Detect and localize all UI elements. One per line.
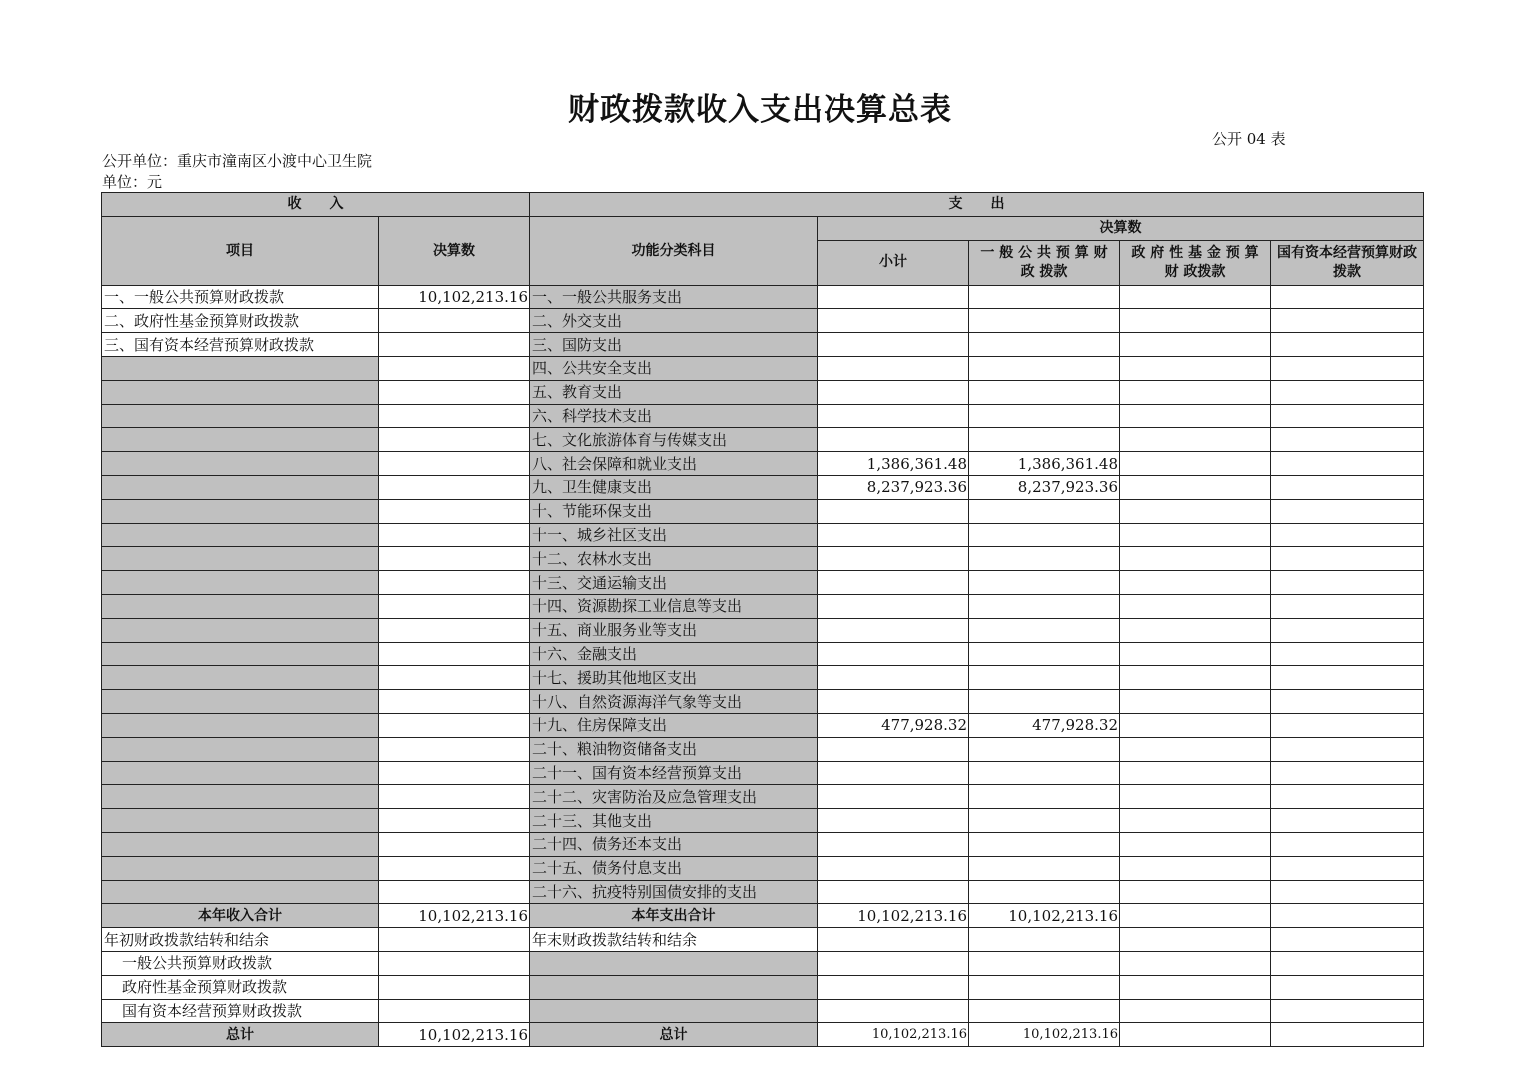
general-budget-cell — [969, 737, 1120, 761]
income-amount-cell — [379, 404, 530, 428]
expense-item-cell: 十、节能环保支出 — [530, 499, 818, 523]
year-expense-fund — [1120, 904, 1271, 928]
income-item-cell — [102, 785, 379, 809]
currency-label: 单位：元 — [102, 173, 163, 191]
expense-item-cell: 十七、援助其他地区支出 — [530, 666, 818, 690]
table-row — [102, 713, 1424, 737]
expense-item-cell: 一、一般公共服务支出 — [530, 285, 818, 309]
income-item-cell — [102, 642, 379, 666]
general-budget-cell: 477,928.32 — [969, 713, 1120, 737]
income-amount-cell — [379, 333, 530, 357]
income-item-cell — [102, 523, 379, 547]
year-expense-subtotal: 10,102,213.16 — [818, 904, 969, 928]
subtotal-cell — [818, 809, 969, 833]
carryover-sub3-amount — [379, 999, 530, 1023]
table-row — [102, 356, 1424, 380]
expense-item-cell: 二十六、抗疫特别国债安排的支出 — [530, 880, 818, 904]
income-header: 收 入 — [102, 193, 530, 217]
state-capital-cell — [1271, 571, 1424, 595]
year-expense-general: 10,102,213.16 — [969, 904, 1120, 928]
expense-item-cell: 十四、资源勘探工业信息等支出 — [530, 594, 818, 618]
gov-fund-cell — [1120, 809, 1271, 833]
gov-fund-cell — [1120, 737, 1271, 761]
income-amount-cell — [379, 380, 530, 404]
state-capital-header: 国有资本经营预算财政拨款 — [1271, 240, 1424, 285]
subtotal-cell — [818, 356, 969, 380]
page-title: 财政拨款收入支出决算总表 — [568, 92, 952, 128]
general-budget-cell — [969, 690, 1120, 714]
subtotal-cell: 1,386,361.48 — [818, 452, 969, 476]
gov-fund-cell — [1120, 452, 1271, 476]
income-item-cell — [102, 737, 379, 761]
table-row — [102, 690, 1424, 714]
expense-header: 支 出 — [530, 193, 1424, 217]
gov-fund-cell — [1120, 285, 1271, 309]
grand-expense-capital — [1271, 1023, 1424, 1047]
table-row — [102, 428, 1424, 452]
general-budget-cell — [969, 309, 1120, 333]
state-capital-cell — [1271, 832, 1424, 856]
state-capital-cell — [1271, 285, 1424, 309]
subtotal-cell — [818, 571, 969, 595]
carryover-sub1-expense — [530, 951, 818, 975]
expense-item-cell: 十三、交通运输支出 — [530, 571, 818, 595]
income-amount-cell — [379, 428, 530, 452]
expense-item-cell: 十六、金融支出 — [530, 642, 818, 666]
subtotal-cell — [818, 594, 969, 618]
gov-fund-cell — [1120, 594, 1271, 618]
state-capital-cell — [1271, 666, 1424, 690]
income-amount-cell — [379, 761, 530, 785]
general-budget-cell — [969, 571, 1120, 595]
expense-item-cell: 十五、商业服务业等支出 — [530, 618, 818, 642]
gov-fund-cell — [1120, 309, 1271, 333]
general-budget-cell — [969, 666, 1120, 690]
gov-fund-cell — [1120, 571, 1271, 595]
gov-fund-cell — [1120, 618, 1271, 642]
income-amount-cell — [379, 880, 530, 904]
subtotal-cell: 477,928.32 — [818, 713, 969, 737]
grand-total-row — [102, 1023, 1424, 1047]
carryover-income-label: 年初财政拨款结转和结余 — [102, 928, 379, 952]
gov-fund-cell — [1120, 428, 1271, 452]
year-income-total-label: 本年收入合计 — [102, 904, 379, 928]
income-item-cell: 一、一般公共预算财政拨款 — [102, 285, 379, 309]
income-item-cell — [102, 761, 379, 785]
gov-fund-cell — [1120, 499, 1271, 523]
income-amount-cell — [379, 642, 530, 666]
gov-fund-cell — [1120, 333, 1271, 357]
expense-item-cell: 二十三、其他支出 — [530, 809, 818, 833]
unit-label: 公开单位：重庆市潼南区小渡中心卫生院 — [102, 152, 373, 170]
grand-income-label: 总计 — [102, 1023, 379, 1047]
expense-item-cell: 十二、农林水支出 — [530, 547, 818, 571]
income-amount-cell — [379, 690, 530, 714]
expense-item-cell: 三、国防支出 — [530, 333, 818, 357]
item-header: 项目 — [102, 216, 379, 285]
expense-item-cell: 十八、自然资源海洋气象等支出 — [530, 690, 818, 714]
subtotal-cell — [818, 499, 969, 523]
expense-item-cell: 二、外交支出 — [530, 309, 818, 333]
state-capital-cell — [1271, 690, 1424, 714]
income-item-cell — [102, 880, 379, 904]
income-amount-cell — [379, 856, 530, 880]
income-item-cell — [102, 499, 379, 523]
carryover-sub1-subtotal — [818, 951, 969, 975]
expense-item-cell: 二十五、债务付息支出 — [530, 856, 818, 880]
income-item-cell — [102, 452, 379, 476]
income-item-cell: 三、国有资本经营预算财政拨款 — [102, 333, 379, 357]
income-amount-cell — [379, 523, 530, 547]
state-capital-cell — [1271, 380, 1424, 404]
income-item-cell — [102, 809, 379, 833]
carryover-sub2-subtotal — [818, 975, 969, 999]
general-budget-header: 一 般 公 共 预 算 财 政 拨款 — [969, 240, 1120, 285]
state-capital-cell — [1271, 594, 1424, 618]
general-budget-cell — [969, 618, 1120, 642]
gov-fund-cell — [1120, 475, 1271, 499]
header-row-1 — [102, 193, 1424, 217]
carryover-fund — [1120, 928, 1271, 952]
gov-fund-cell — [1120, 404, 1271, 428]
income-item-cell — [102, 428, 379, 452]
table-row — [102, 880, 1424, 904]
income-amount-cell — [379, 809, 530, 833]
carryover-sub3-capital — [1271, 999, 1424, 1023]
state-capital-cell — [1271, 618, 1424, 642]
function-class-header: 功能分类科目 — [530, 216, 818, 285]
state-capital-cell — [1271, 880, 1424, 904]
income-item-cell — [102, 594, 379, 618]
carryover-sub1-label: 一般公共预算财政拨款 — [102, 951, 379, 975]
table-row — [102, 666, 1424, 690]
carryover-sub1-fund — [1120, 951, 1271, 975]
subtotal-cell — [818, 404, 969, 428]
expense-item-cell: 五、教育支出 — [530, 380, 818, 404]
general-budget-cell — [969, 856, 1120, 880]
income-amount-cell: 10,102,213.16 — [379, 285, 530, 309]
table-row — [102, 380, 1424, 404]
state-capital-cell — [1271, 428, 1424, 452]
grand-expense-fund — [1120, 1023, 1271, 1047]
table-row — [102, 785, 1424, 809]
state-capital-cell — [1271, 475, 1424, 499]
year-expense-capital — [1271, 904, 1424, 928]
state-capital-cell — [1271, 785, 1424, 809]
table-row — [102, 571, 1424, 595]
general-budget-cell — [969, 428, 1120, 452]
general-budget-cell — [969, 594, 1120, 618]
carryover-capital — [1271, 928, 1424, 952]
gov-fund-cell — [1120, 690, 1271, 714]
state-capital-cell — [1271, 642, 1424, 666]
table-row — [102, 832, 1424, 856]
carryover-general — [969, 928, 1120, 952]
state-capital-cell — [1271, 404, 1424, 428]
carryover-sub3-fund — [1120, 999, 1271, 1023]
grand-expense-general: 10,102,213.16 — [969, 1023, 1120, 1047]
carryover-sub-row — [102, 999, 1424, 1023]
table-row — [102, 547, 1424, 571]
carryover-sub-row — [102, 951, 1424, 975]
gov-fund-cell — [1120, 713, 1271, 737]
general-budget-cell — [969, 809, 1120, 833]
income-amount-cell — [379, 499, 530, 523]
general-budget-cell — [969, 547, 1120, 571]
income-item-cell — [102, 666, 379, 690]
state-capital-cell — [1271, 309, 1424, 333]
general-budget-cell — [969, 880, 1120, 904]
income-item-cell — [102, 571, 379, 595]
table-row — [102, 523, 1424, 547]
subtotal-cell — [818, 642, 969, 666]
income-item-cell: 二、政府性基金预算财政拨款 — [102, 309, 379, 333]
income-item-cell — [102, 547, 379, 571]
state-capital-cell — [1271, 547, 1424, 571]
carryover-sub1-amount — [379, 951, 530, 975]
table-row — [102, 404, 1424, 428]
carryover-sub2-expense — [530, 975, 818, 999]
amount-header: 决算数 — [379, 216, 530, 285]
subtotal-cell — [818, 333, 969, 357]
gov-fund-cell — [1120, 356, 1271, 380]
income-item-cell — [102, 380, 379, 404]
state-capital-cell — [1271, 333, 1424, 357]
expense-item-cell: 二十、粮油物资储备支出 — [530, 737, 818, 761]
carryover-sub2-general — [969, 975, 1120, 999]
carryover-sub3-subtotal — [818, 999, 969, 1023]
general-budget-cell: 1,386,361.48 — [969, 452, 1120, 476]
gov-fund-cell — [1120, 642, 1271, 666]
carryover-sub2-fund — [1120, 975, 1271, 999]
gov-fund-cell — [1120, 761, 1271, 785]
general-budget-cell — [969, 642, 1120, 666]
subtotal-cell — [818, 761, 969, 785]
income-amount-cell — [379, 666, 530, 690]
general-budget-cell — [969, 761, 1120, 785]
subtotal-header: 小计 — [818, 240, 969, 285]
general-budget-cell — [969, 832, 1120, 856]
subtotal-cell — [818, 523, 969, 547]
grand-expense-label: 总计 — [530, 1023, 818, 1047]
state-capital-cell — [1271, 499, 1424, 523]
general-budget-cell — [969, 285, 1120, 309]
year-expense-total-label: 本年支出合计 — [530, 904, 818, 928]
income-amount-cell — [379, 547, 530, 571]
carryover-row — [102, 928, 1424, 952]
expense-item-cell: 二十四、债务还本支出 — [530, 832, 818, 856]
income-amount-cell — [379, 594, 530, 618]
carryover-sub2-label: 政府性基金预算财政拨款 — [102, 975, 379, 999]
gov-fund-cell — [1120, 785, 1271, 809]
general-budget-cell — [969, 785, 1120, 809]
subtotal-cell — [818, 832, 969, 856]
grand-expense-subtotal: 10,102,213.16 — [818, 1023, 969, 1047]
carryover-sub2-capital — [1271, 975, 1424, 999]
table-row — [102, 452, 1424, 476]
gov-fund-cell — [1120, 380, 1271, 404]
expense-item-cell: 四、公共安全支出 — [530, 356, 818, 380]
income-item-cell — [102, 618, 379, 642]
gov-fund-cell — [1120, 832, 1271, 856]
carryover-income-amount — [379, 928, 530, 952]
subtotal-cell: 8,237,923.36 — [818, 475, 969, 499]
income-amount-cell — [379, 571, 530, 595]
income-amount-cell — [379, 713, 530, 737]
income-item-cell — [102, 856, 379, 880]
subtotal-cell — [818, 737, 969, 761]
carryover-sub-row — [102, 975, 1424, 999]
table-row — [102, 856, 1424, 880]
subtotal-cell — [818, 285, 969, 309]
income-amount-cell — [379, 309, 530, 333]
table-row — [102, 333, 1424, 357]
general-budget-cell — [969, 380, 1120, 404]
income-item-cell — [102, 356, 379, 380]
state-capital-cell — [1271, 737, 1424, 761]
carryover-subtotal — [818, 928, 969, 952]
income-amount-cell — [379, 452, 530, 476]
income-item-cell — [102, 713, 379, 737]
subtotal-cell — [818, 380, 969, 404]
state-capital-cell — [1271, 856, 1424, 880]
general-budget-cell — [969, 333, 1120, 357]
gov-fund-cell — [1120, 880, 1271, 904]
subtotal-cell — [818, 428, 969, 452]
general-budget-cell: 8,237,923.36 — [969, 475, 1120, 499]
gov-fund-cell — [1120, 547, 1271, 571]
gov-fund-header: 政 府 性 基 金 预 算 财 政拨款 — [1120, 240, 1271, 285]
table-row — [102, 309, 1424, 333]
expense-item-cell: 二十一、国有资本经营预算支出 — [530, 761, 818, 785]
expense-item-cell: 七、文化旅游体育与传媒支出 — [530, 428, 818, 452]
table-row — [102, 737, 1424, 761]
general-budget-cell — [969, 356, 1120, 380]
income-item-cell — [102, 832, 379, 856]
expense-item-cell: 十九、住房保障支出 — [530, 713, 818, 737]
subtotal-cell — [818, 547, 969, 571]
year-income-total-amount: 10,102,213.16 — [379, 904, 530, 928]
carryover-sub3-label: 国有资本经营预算财政拨款 — [102, 999, 379, 1023]
carryover-sub1-capital — [1271, 951, 1424, 975]
final-amount-header: 决算数 — [818, 216, 1424, 240]
income-amount-cell — [379, 356, 530, 380]
table-row — [102, 618, 1424, 642]
general-budget-cell — [969, 404, 1120, 428]
state-capital-cell — [1271, 452, 1424, 476]
gov-fund-cell — [1120, 523, 1271, 547]
carryover-sub1-general — [969, 951, 1120, 975]
subtotal-cell — [818, 785, 969, 809]
state-capital-cell — [1271, 713, 1424, 737]
header-row-2 — [102, 216, 1424, 240]
income-amount-cell — [379, 785, 530, 809]
subtotal-cell — [818, 666, 969, 690]
gov-fund-cell — [1120, 856, 1271, 880]
state-capital-cell — [1271, 761, 1424, 785]
income-amount-cell — [379, 618, 530, 642]
general-budget-cell — [969, 499, 1120, 523]
table-row — [102, 285, 1424, 309]
expense-item-cell: 六、科学技术支出 — [530, 404, 818, 428]
table-row — [102, 761, 1424, 785]
grand-income-amount: 10,102,213.16 — [379, 1023, 530, 1047]
subtotal-cell — [818, 856, 969, 880]
table-row — [102, 594, 1424, 618]
expense-item-cell: 九、卫生健康支出 — [530, 475, 818, 499]
carryover-sub3-expense — [530, 999, 818, 1023]
table-row — [102, 475, 1424, 499]
table-row — [102, 809, 1424, 833]
carryover-expense-label: 年末财政拨款结转和结余 — [530, 928, 818, 952]
income-amount-cell — [379, 475, 530, 499]
expense-item-cell: 十一、城乡社区支出 — [530, 523, 818, 547]
subtotal-cell — [818, 309, 969, 333]
table-row — [102, 499, 1424, 523]
income-amount-cell — [379, 737, 530, 761]
general-budget-cell — [969, 523, 1120, 547]
year-total-row — [102, 904, 1424, 928]
carryover-sub3-general — [969, 999, 1120, 1023]
expense-item-cell: 八、社会保障和就业支出 — [530, 452, 818, 476]
form-code: 公开 04 表 — [1212, 130, 1286, 148]
state-capital-cell — [1271, 523, 1424, 547]
table-row — [102, 642, 1424, 666]
income-item-cell — [102, 690, 379, 714]
carryover-sub2-amount — [379, 975, 530, 999]
subtotal-cell — [818, 880, 969, 904]
state-capital-cell — [1271, 356, 1424, 380]
state-capital-cell — [1271, 809, 1424, 833]
income-item-cell — [102, 404, 379, 428]
subtotal-cell — [818, 690, 969, 714]
expense-item-cell: 二十二、灾害防治及应急管理支出 — [530, 785, 818, 809]
income-amount-cell — [379, 832, 530, 856]
gov-fund-cell — [1120, 666, 1271, 690]
subtotal-cell — [818, 618, 969, 642]
budget-table — [101, 192, 1424, 1047]
income-item-cell — [102, 475, 379, 499]
